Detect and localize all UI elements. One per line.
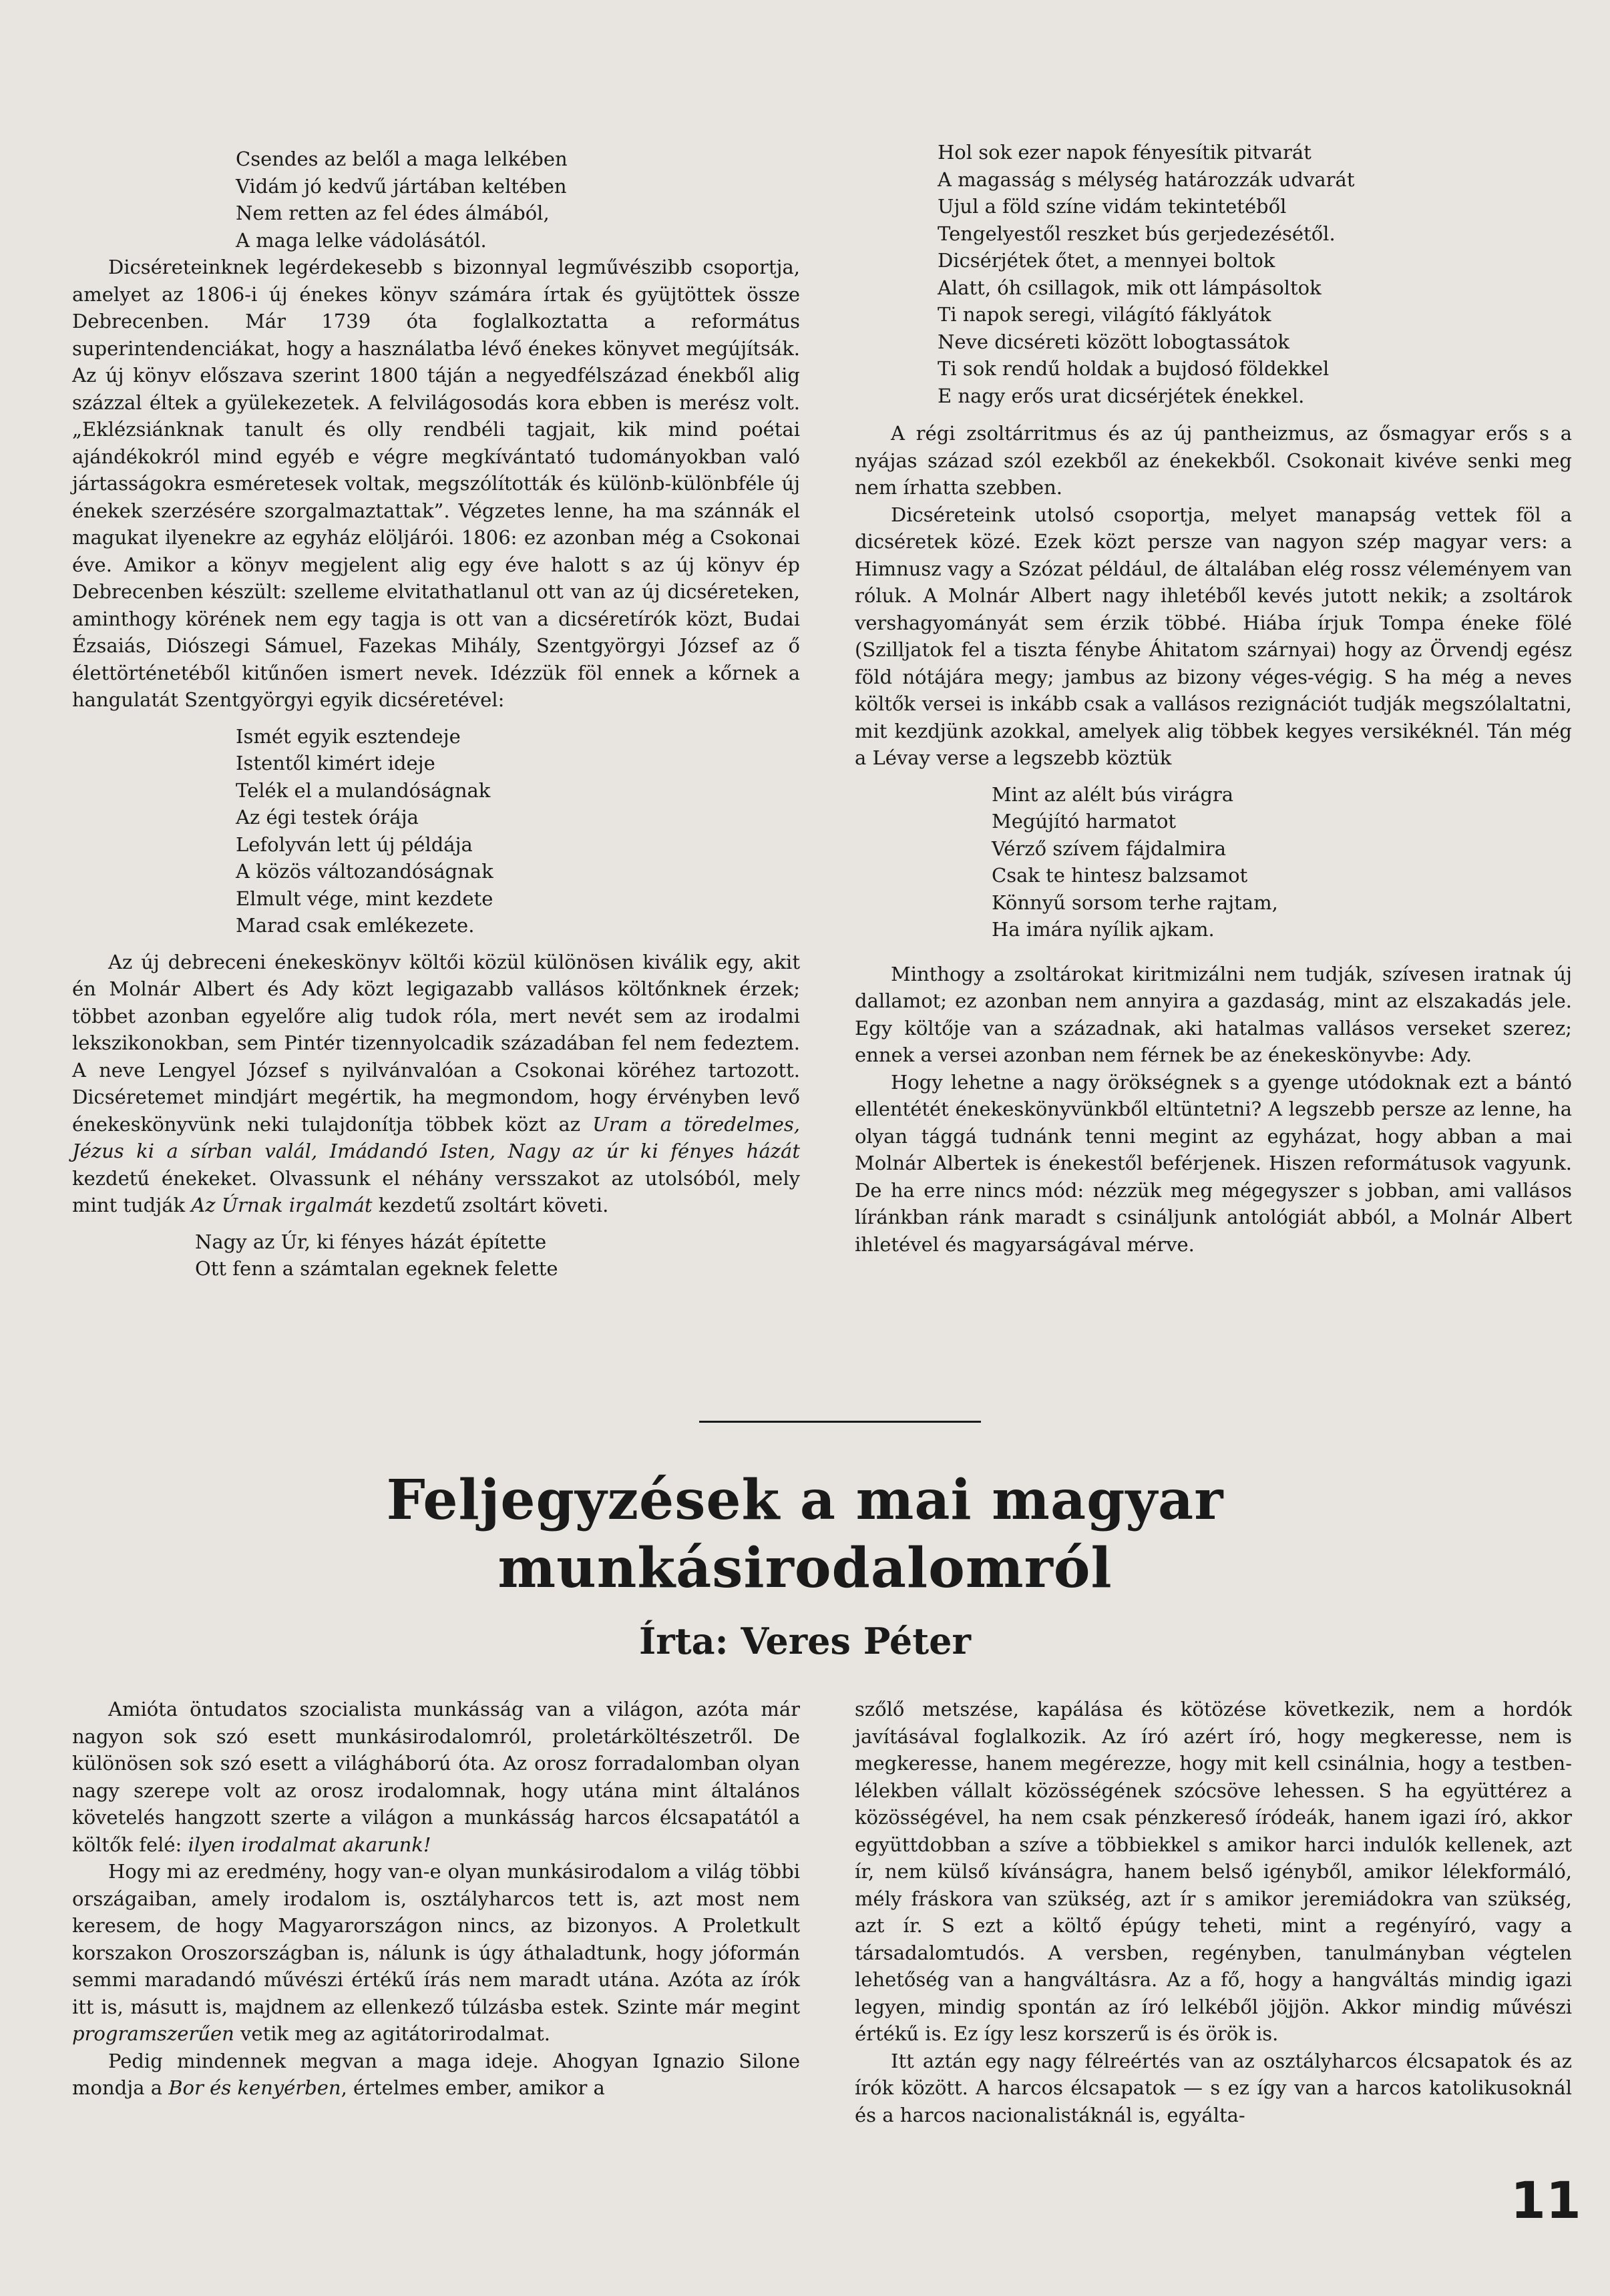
verse-block bbox=[236, 146, 800, 254]
paragraph: Dicséreteinknek legérdekesebb s bizonnyal legművészibb csoportja, amelyet az 1806-i új énekes könyv számára írtak és gyüjtöttek össze Debrecenben. Már 1739 óta foglalkoztatta a református superintendenciákat, hogy a használatba lévő énekes könyvet megújítsák. Az új könyv előszava szerint 1800 táján a negyedfélszázad énekből alig százzal éltek a gyülekezetek. A felvilágosodás kora ebben is merész volt. „Eklézsiánknak tanult és olly rendbéli tagjait, kik mind poétai ajándékokról mind egyéb e végre megkívántató tudományokban való jártasságokra esméretesek voltak, megszólították és különb-különbféle új énekek szerzésére szorgalmaztattak”. Végzetes lenne, ha ma szánnák el magukat ilyenekre az egyház elöljárói. 1806: ez azonban még a Csokonai éve. Amikor a könyv megjelent alig egy éve halott s az új könyv ép Debrecenben készült: szelleme elvitathatlanul ott van az új dicséreteken, aminthogy körének nem egy tagja is ott van a dicséretírók közt, Budai Ézsaiás, Diószegi Sámuel, Fazekas Mihály, Szentgyörgyi József az ő élettörténetéből kitűnően ismert nevek. Idézzük föl ennek a kőrnek a hangulatát Szentgyörgyi egyik dicséretével: bbox=[72, 256, 800, 711]
verse-line: Lefolyván lett új példája bbox=[236, 833, 473, 856]
article-title bbox=[0, 1466, 1610, 1602]
left-column-bottom bbox=[72, 1696, 800, 2102]
verse-line: Könnyű sorsom terhe rajtam, bbox=[992, 891, 1278, 914]
verse-line: Nagy az Úr, ki fényes házát építette bbox=[195, 1230, 547, 1253]
verse-line: Ti napok seregi, világító fáklyátok bbox=[938, 303, 1271, 326]
verse-line: A maga lelke vádolásától. bbox=[236, 228, 487, 252]
verse-line: E nagy erős urat dicsérjétek énekkel. bbox=[938, 384, 1305, 407]
verse-line: Ott fenn a számtalan egeknek felette bbox=[195, 1257, 558, 1280]
verse-line: Ujul a föld színe vidám tekintetéből bbox=[938, 195, 1287, 218]
right-column-bottom bbox=[855, 1696, 1572, 2128]
article-title-line: Feljegyzések a mai magyar bbox=[386, 1468, 1224, 1532]
verse-line: Ha imára nyílik ajkam. bbox=[992, 918, 1215, 941]
verse-line: Marad csak emlékezete. bbox=[236, 914, 475, 937]
paragraph: Hogy mi az eredmény, hogy van-e olyan munkásirodalom a világ többi országaiban, amely irodalom is, osztályharcos tett is, azt most nem keresem, de hogy Magyarországon nincs, az bizonyos. A Proletkult korszakon Oroszországban is, nálunk is úgy áthaladtunk, hogy jóformán semmi maradandó művészi értékű írás nem maradt utána. Azóta az írók itt is, másutt is, majdnem az ellenkező túlzásba estek. Szinte már megint programszerűen vetik meg az agitátorirodalmat. bbox=[72, 1860, 800, 2045]
paragraph: Amióta öntudatos szocialista munkásság van a világon, azóta már nagyon sok szó esett munkásirodalomról, proletárköltészetről. De különösen sok szó esett a világháború óta. Az orosz forradalomban olyan nagy szerepe volt az orosz irodalomnak, hogy utána mint általános követelés hangzott szerte a világon a munkásság harcos élcsapatától a költők felé: ilyen irodalmat akarunk! bbox=[72, 1698, 800, 1856]
verse-line: Megújító harmatot bbox=[992, 810, 1177, 833]
right-column-top bbox=[855, 139, 1572, 1258]
verse-line: A közös változandóságnak bbox=[236, 860, 493, 883]
verse-line: Nem retten az fel édes álmából, bbox=[236, 202, 550, 224]
psalm-title: Az Úrnak irgalmát bbox=[191, 1194, 373, 1216]
verse-line: Elmult vége, mint kezdete bbox=[236, 887, 493, 910]
emphasis: programszerűen bbox=[72, 2022, 234, 2045]
verse-line: Istentől kimért ideje bbox=[236, 752, 435, 774]
verse-line: Vérző szívem fájdalmira bbox=[992, 837, 1227, 860]
verse-line: Alatt, óh csillagok, mik ott lámpásoltok bbox=[938, 276, 1322, 299]
verse-line: Vidám jó kedvű jártában keltében bbox=[236, 174, 567, 198]
verse-line: Ismét egyik esztendeje bbox=[236, 724, 461, 748]
verse-line: Az égi testek órája bbox=[236, 806, 419, 829]
verse-line: Hol sok ezer napok fényesítik pitvarát bbox=[938, 141, 1312, 164]
emphasis: ilyen irodalmat akarunk! bbox=[188, 1833, 431, 1856]
verse-line: Ti sok rendű holdak a bujdosó földekkel bbox=[938, 357, 1330, 380]
verse-block bbox=[938, 139, 1572, 409]
verse-line: Csendes az belől a maga lelkében bbox=[236, 148, 568, 170]
verse-line: Telék el a mulandóságnak bbox=[236, 778, 491, 802]
book-title: Bor és kenyérben bbox=[168, 2076, 341, 2099]
paragraph: szőlő metszése, kapálása és kötözése következik, nem a hordók javításával foglalkozik. Az író azért író, hogy megkeresse, nem is megkeresse, hanem megérezze, hogy mit kell csinálnia, hogy a testben-lélekben vállalt közösségének szócsöve lehessen. S ha együttérez a közösségével, ha nem csak pénzkereső íródeák, hanem igazi író, akkor együttdobban a szíve a többiekkel s amikor harci indulók kellenek, azt ír, nem külső kívánságra, hanem belső igényből, amikor lélekformáló, mély fráskora van szükség, azt ír s amikor jeremiádokra van szükség, azt ír. S ezt a költő épúgy teheti, mint a regényíró, vagy a társadalomtudós. A versben, regényben, tanulmányban végtelen lehetőség van a hangváltásra. Az a fő, hogy a hangváltás mindig igazi legyen, mindig spontán az író lelkéből jöjjön. Akkor mindig művészi értékű is. Ez így lesz korszerű is és örök is. bbox=[855, 1698, 1572, 2045]
verse-block bbox=[195, 1228, 800, 1283]
article-byline: Írta: Veres Péter bbox=[639, 1620, 971, 1662]
verse-block bbox=[992, 781, 1572, 943]
paragraph: Az új debreceni énekeskönyv költői közül különösen kiválik egy, akit én Molnár Albert és Ady közt legigazabb vallásos költőnknek érzek; többet azonban egyelőre alig tudok róla, mert nevét sem az irodalmi lekszikonokban, sem Pintér tizennyolcadik századában fel nem fedeztem. A neve Lengyel József s nyilvánvalóan a Csokonai köréhez tartozott. Dicséretemet mindjárt megértik, ha megmondom, hogy érvényben levő énekeskönyvünk neki tulajdonítja többek közt az Uram a töredelmes, Jézus ki a sírban valál, Imádandó Isten, Nagy az úr ki fényes házát kezdetű énekeket. Olvassunk el néhány versszakot az utolsóból, mely mint tudják Az Úrnak irgalmát kezdetű zsoltárt követi. bbox=[72, 950, 801, 1216]
paragraph: Dicséreteink utolsó csoportja, melyet manapság vettek föl a dicséretek közé. Ezek közt persze van nagyon szép magyar vers: a Himnusz vagy a Szózat például, de általában elég rossz véleményem van róluk. A Molnár Albert nagy ihletéből kevés jutott nekik; a zsoltárok vershagyományát sem érzik többé. Hiába írjuk Tompa éneke fölé (Szilljatok fel a tiszta fénybe Áhitatom szárnyai) hogy az Örvendj egész föld nótájára megy; jambus az bizony véges-végig. S ha még a neves költők versei is inkább csak a vallásos rezignációt tudják megszólaltatni, mit kezdjünk azokkal, amelyek alig többek kegyes versikéknél. Tán még a Lévay verse a legszebb köztük bbox=[855, 503, 1572, 769]
paragraph: Minthogy a zsoltárokat kiritmizálni nem tudják, szívesen iratnak új dallamot; ez azonban nem annyira a gazdaság, mint az elszakadás jele. Egy költője van a századnak, aki hatalmas vallásos verseket szerez; ennek a versei azonban nem férnek be az énekeskönyvbe: Ady. bbox=[855, 962, 1572, 1066]
verse-line: Mint az alélt bús virágra bbox=[992, 782, 1234, 806]
page-number: 11 bbox=[1511, 2170, 1581, 2230]
verse-line: Dicsérjétek őtet, a mennyei boltok bbox=[938, 249, 1275, 272]
paragraph: A régi zsoltárritmus és az új pantheizmus, az ősmagyar erős s a nyájas század szól ezekből az énekekből. Csokonait kivéve senki meg nem írhatta szebben. bbox=[855, 422, 1572, 499]
paragraph: Hogy lehetne a nagy örökségnek s a gyenge utódoknak ezt a bántó ellentétét énekeskönyvünkből eltüntetni? A legszebb persze az lenne, ha olyan tággá tudnánk tenni megint az egyházat, hogy abban a mai Molnár Albertek is énekestől beférjenek. Hiszen reformátusok vagyunk. De ha erre nincs mód: nézzük meg mégegyszer s jobban, ami vallásos líránkban ránk maradt s csináljunk antológiát abból, a Molnár Albert ihletével és magyarságával mérve. bbox=[855, 1070, 1572, 1256]
article-title-line: munkásirodalomról bbox=[497, 1536, 1113, 1600]
paragraph: Itt aztán egy nagy félreértés van az osztályharcos élcsapatok és az írók között. A harcos élcsapatok — s ez így van a harcos katolikusoknál és a harcos nacionalistáknál is, egyálta- bbox=[855, 2049, 1572, 2126]
section-divider bbox=[699, 1421, 981, 1423]
verse-line: Tengelyestől reszket bús gerjedezésétől. bbox=[938, 222, 1336, 245]
verse-line: Csak te hintesz balzsamot bbox=[992, 864, 1248, 887]
verse-line: Neve dicséreti között lobogtassátok bbox=[938, 330, 1289, 353]
verse-line: A magasság s mélység határozzák udvarát bbox=[938, 168, 1355, 191]
paragraph: Pedig mindennek megvan a maga ideje. Ahogyan Ignazio Silone mondja a Bor és kenyérben, értelmes ember, amikor a bbox=[72, 2049, 800, 2099]
left-column-top bbox=[72, 146, 800, 1283]
verse-block bbox=[236, 723, 800, 939]
hymn-titles: Uram a töredelmes, Jézus ki a sírban valál, Imádandó Isten, Nagy az úr ki fényes házát bbox=[72, 1112, 801, 1162]
